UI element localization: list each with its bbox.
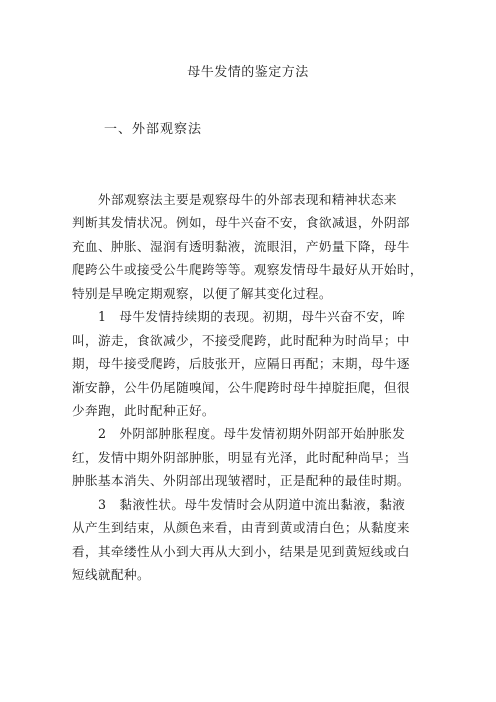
paragraph-line: 少奔跑，此时配种正好。 bbox=[72, 402, 215, 418]
paragraph-line: 叫，游走，食欲减少，不接受爬跨，此时配种为时尚早；中 bbox=[72, 332, 410, 348]
paragraph-line: 判断其发情状况。例如，母牛兴奋不安，食欲减退，外阴部 bbox=[72, 215, 410, 231]
paragraph-line: 从产生到结束，从颜色来看，由青到黄或清白色；从黏度来 bbox=[72, 520, 410, 536]
section-heading: 一、外部观察法 bbox=[104, 122, 203, 137]
document-title: 母牛发情的鉴定方法 bbox=[187, 65, 309, 80]
paragraph-line: 1 母牛发情持续期的表现。初期，母牛兴奋不安，哞 bbox=[98, 309, 406, 325]
paragraph-line: 看，其牵缕性从小到大再从大到小，结果是见到黄短线或白 bbox=[72, 543, 410, 559]
paragraph-line: 肿胀基本消失、外阴部出现皱褶时，正是配种的最佳时期。 bbox=[72, 473, 410, 489]
paragraph-line: 特别是早晚定期观察，以便了解其变化过程。 bbox=[72, 285, 332, 301]
paragraph-line: 外部观察法主要是观察母牛的外部表现和精神状态来 bbox=[98, 192, 397, 207]
paragraph-line: 渐安静，公牛仍尾随嗅闻，公牛爬跨时母牛掉腚拒爬，但很 bbox=[72, 379, 410, 395]
paragraph-line: 期，母牛接受爬跨，后肢张开，应隔日再配；末期，母牛逐 bbox=[72, 356, 410, 372]
paragraph-line: 爬跨公牛或接受公牛爬跨等等。观察发情母牛最好从开始时， bbox=[72, 262, 423, 278]
document-body bbox=[72, 188, 432, 586]
paragraph-line: 2 外阴部肿胀程度。母牛发情初期外阴部开始肿胀发 bbox=[98, 426, 406, 442]
paragraph-line: 充血、肿胀、湿润有透明黏液，流眼泪，产奶量下降，母牛 bbox=[72, 238, 410, 254]
paragraph-line: 3 黏液性状。母牛发情时会从阴道中流出黏液，黏液 bbox=[98, 496, 406, 512]
paragraph-line: 短线就配种。 bbox=[72, 567, 150, 582]
paragraph-line: 红，发情中期外阴部肿胀，明显有光泽，此时配种尚早；当 bbox=[72, 449, 410, 465]
